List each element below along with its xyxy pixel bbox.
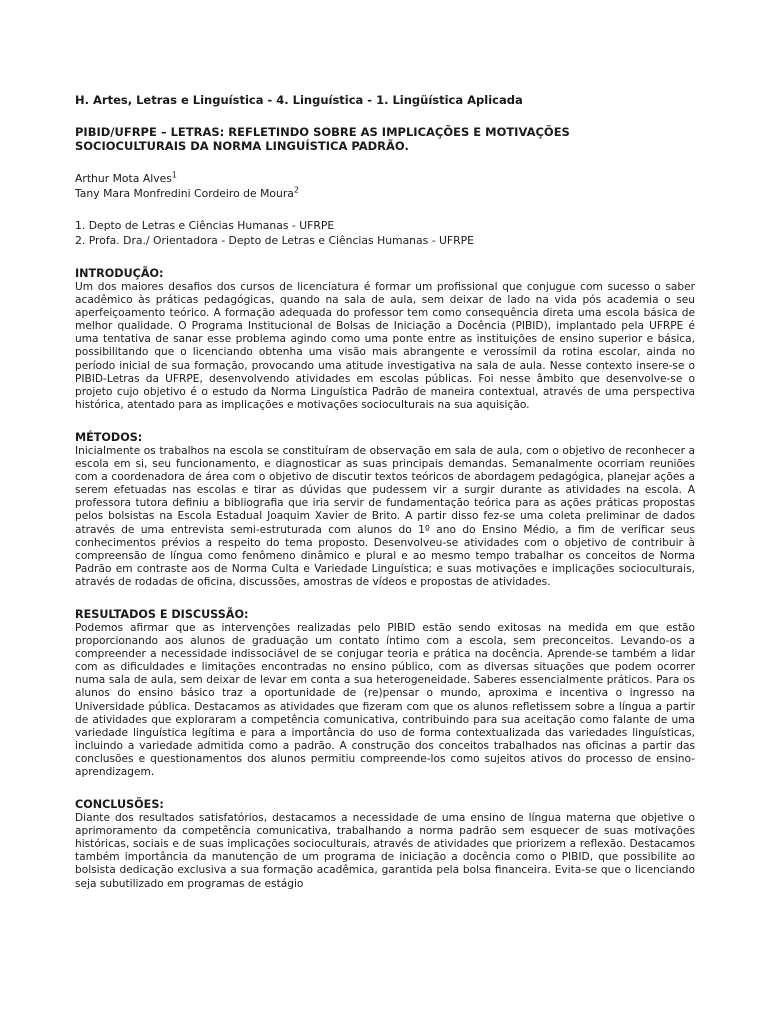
affiliation-list: [75, 218, 695, 248]
author-2-affiliation-marker: 2: [293, 185, 300, 195]
paper-title: PIBID/UFRPE – LETRAS: REFLETINDO SOBRE AS IMPLICAÇÕES E MOTIVAÇÕES SOCIOCULTURAIS DA NORMA LINGUÍSTICA PADRÃO.: [75, 125, 570, 153]
author-2: [75, 186, 695, 201]
affiliation-2: 2. Profa. Dra./ Orientadora - Depto de Letras e Ciências Humanas - UFRPE: [75, 234, 474, 247]
section-introduction: [75, 266, 695, 412]
section-heading: MÉTODOS:: [75, 430, 143, 444]
author-list: [75, 171, 695, 201]
author-1-affiliation-marker: 1: [171, 170, 177, 180]
paper-category: H. Artes, Letras e Linguística - 4. Linguística - 1. Lingüística Aplicada: [75, 93, 523, 107]
affiliation-1: 1. Depto de Letras e Ciências Humanas - UFRPE: [75, 219, 335, 232]
author-1-name: Arthur Mota Alves: [75, 172, 172, 185]
author-2-name: Tany Mara Monfredini Cordeiro de Moura: [75, 187, 294, 200]
section-methods: [75, 430, 695, 589]
section-body: Diante dos resultados satisfatórios, destacamos a necessidade de uma ensino de língua materna que objetive o aprimoramento da competência comunicativa, trabalhando a norma padrão sem esquecer de suas motivações históricas, sociais e de suas implicações socioculturais, através de atividades que priorizem a reflexão. Destacamos também importância da manutenção de um programa de iniciação a docência como o PIBID, que possibilite ao bolsista dedicação exclusiva a sua formação acadêmica, garantida pela bolsa financeira. Evita-se que o licenciando seja subutilizado em programas de estágio: [75, 812, 695, 890]
section-conclusions: [75, 797, 695, 891]
author-1: [75, 171, 695, 186]
section-heading: INTRODUÇÃO:: [75, 267, 164, 280]
section-heading: CONCLUSÕES:: [75, 798, 164, 812]
section-body: Inicialmente os trabalhos na escola se constituíram de observação em sala de aula, com o objetivo de reconhecer a escola em si, seu funcionamento, e diagnosticar as suas principais demandas. Semanalmente ocorriam reuniões com a coordenadora de área com o objetivo de discutir textos teóricos de abordagem pedagógica, planejar ações a serem efetuadas nas escolas e tirar as dúvidas que pudessem vir a surgir durante as atividades na escola. A professora tutora definiu a bibliografia que iria servir de fundamentação teórica para as ações práticas propostas pelos bolsistas na Escola Estadual Joaquim Xavier de Brito. A partir disso fez-se uma coleta preliminar de dados através de uma entrevista semi-estruturada com alunos do 1º ano do Ensino Médio, a fim de verificar seus conhecimentos prévios a respeito do tema proposto. Desenvolveu-se atividades com o objetivo de contribuir à compreensão de língua como fenômeno dinâmico e plural e ao mesmo tempo trabalhar os conceitos de Norma Padrão em contraste aos de Norma Culta e Variedade Linguística; e suas motivações e implicações socioculturais, através de rodadas de oficina, discussões, amostras de vídeos e propostas de atividades.: [75, 444, 695, 588]
section-results: [75, 607, 695, 779]
paper-page: [75, 93, 695, 891]
section-heading: RESULTADOS E DISCUSSÃO:: [75, 607, 249, 621]
section-body: Podemos afirmar que as intervenções realizadas pelo PIBID estão sendo exitosas na medida em que estão proporcionando aos alunos de graduação um contato íntimo com a escola, sem preconceitos. Levando-os a compreender a necessidade indissociável de se conjugar teoria e prática na docência. Aprende-se também a lidar com as dificuldades e limitações encontradas no ensino público, com as diversas situações que podem ocorrer numa sala de aula, sem deixar de levar em conta a sua heterogeneidade. Saberes essencialmente práticos. Para os alunos do ensino básico traz a oportunidade de (re)pensar o mundo, aproxima e incentiva o ingresso na Universidade pública. Destacamos as atividades que fizeram com que os alunos refletissem sobre a língua a partir de atividades que exploraram a competência comunicativa, contribuindo para sua aceitação como falante de uma variedade linguística legítima e para a importância do uso de forma contextualizada das variedades linguísticas, incluindo a variedade admitida como a padrão. A construção dos conceitos trabalhados nas oficinas a partir das conclusões e questionamentos dos alunos permitiu compreende-los como sujeitos ativos do processo de ensino-aprendizagem.: [75, 621, 695, 778]
section-body: Um dos maiores desafios dos cursos de licenciatura é formar um profissional que conjugue com sucesso o saber acadêmico às práticas pedagógicas, quando na sala de aula, sem deixar de lado na vida pós academia o seu aperfeiçoamento teórico. A formação adequada do professor tem como consequência direta uma escola básica de melhor qualidade. O Programa Institucional de Bolsas de Iniciação a Docência (PIBID), implantado pela UFRPE é uma tentativa de sanar esse problema agindo como uma ponte entre as instituições de ensino superior e básica, possibilitando que o licenciando obtenha uma visão mais abrangente e verossímil da rotina escolar, ainda no período inicial de sua formação, provocando uma atitude investigativa na sala de aula. Nesse contexto insere-se o PIBID-Letras da UFRPE, desenvolvendo atividades em escolas públicas. Foi nesse âmbito que desenvolve-se o projeto cujo objetivo é o estudo da Norma Linguística Padrão de maneira contextual, através de uma perspectiva histórica, atentado para as implicações e motivações socioculturais na sua aquisição.: [75, 281, 695, 411]
